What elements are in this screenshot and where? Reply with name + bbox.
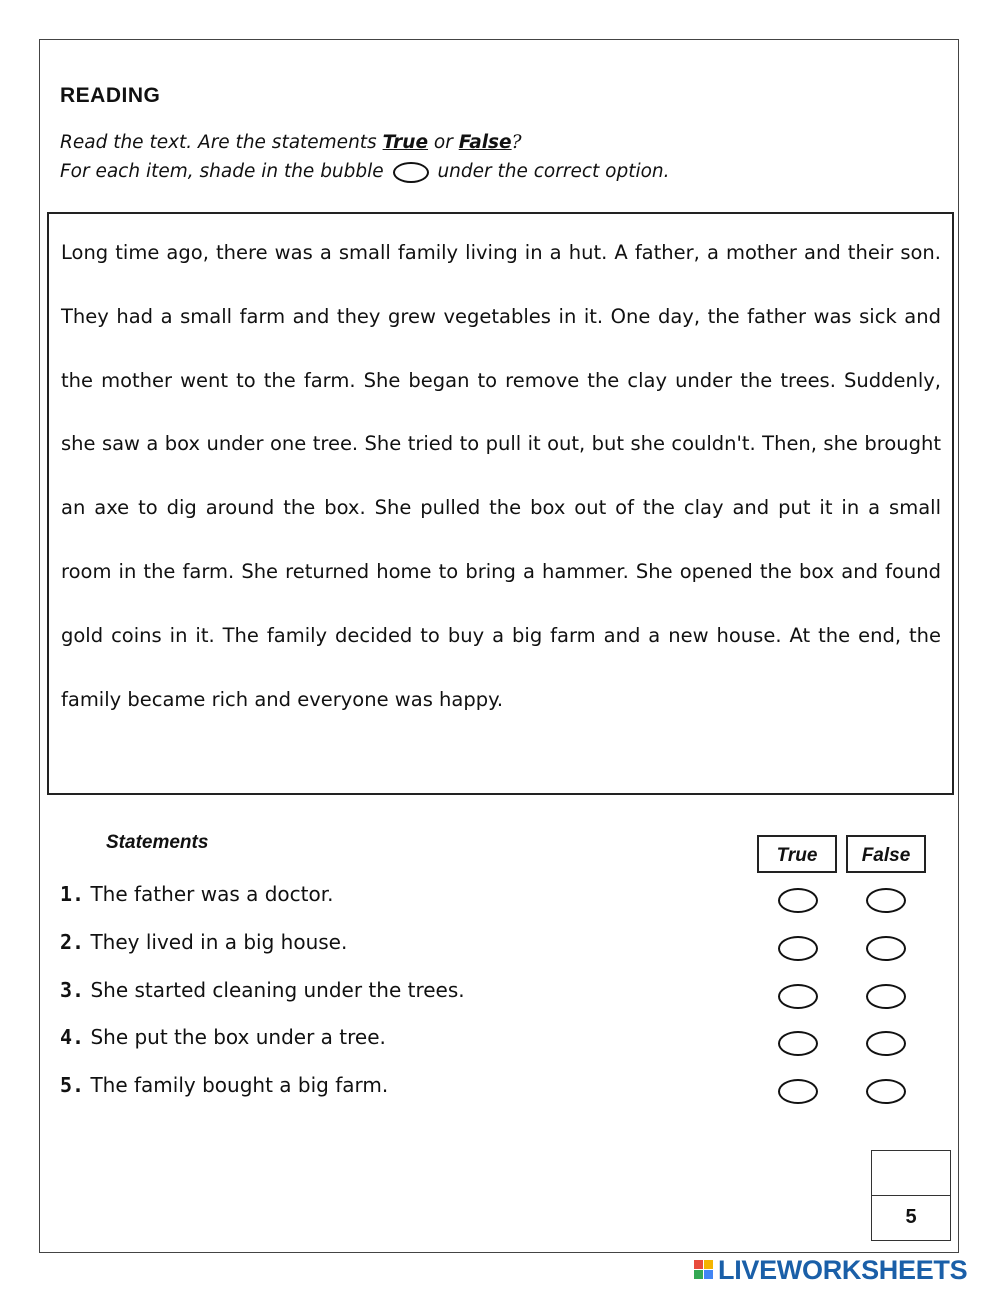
statement-text: The father was a doctor. (90, 882, 334, 906)
statements-heading: Statements (106, 832, 209, 853)
false-bubble-4[interactable] (866, 1031, 906, 1056)
statement-item (60, 1025, 386, 1049)
statement-item (60, 882, 333, 906)
brand-name: LIVEWORKSHEETS (718, 1255, 968, 1285)
instruction-line-1 (60, 132, 522, 153)
true-keyword: True (382, 132, 429, 153)
statement-text: The family bought a big farm. (90, 1073, 389, 1097)
statement-item (60, 930, 347, 954)
statement-number: 1. (60, 882, 85, 906)
true-column-header: True (757, 835, 837, 873)
false-column-header: False (846, 835, 926, 873)
statement-item (60, 1073, 388, 1097)
statement-number: 3. (60, 978, 85, 1002)
false-bubble-5[interactable] (866, 1079, 906, 1104)
false-bubble-3[interactable] (866, 984, 906, 1009)
true-bubble-5[interactable] (778, 1079, 818, 1104)
false-bubble-1[interactable] (866, 888, 906, 913)
score-box (871, 1150, 951, 1241)
instruction-text: under the correct option. (431, 161, 670, 182)
statement-number: 2. (60, 930, 85, 954)
or-text: or (428, 132, 459, 153)
false-keyword: False (458, 132, 512, 153)
statement-number: 5. (60, 1073, 85, 1097)
false-bubble-2[interactable] (866, 936, 906, 961)
reading-passage: Long time ago, there was a small family living in a hut. A father, a mother and their son. They had a small farm and they grew vegetables in it. One day, the father was sick and the mother went to the farm. She began to remove the clay under the trees. Suddenly, she saw a box under one tree. She tried to pull it out, but she couldn't. Then, she brought an axe to dig around the box. She pulled the box out of the clay and put it in a small room in the farm. She returned home to bring a hammer. She opened the box and found gold coins in it. The family decided to buy a big farm and a new house. At the end, the family became rich and everyone was happy. (61, 241, 941, 711)
question-mark: ? (511, 132, 522, 153)
statement-number: 4. (60, 1025, 85, 1049)
statement-text: She put the box under a tree. (90, 1025, 386, 1049)
instruction-line-2 (60, 161, 670, 183)
true-bubble-4[interactable] (778, 1031, 818, 1056)
example-bubble-icon (393, 162, 429, 183)
true-bubble-3[interactable] (778, 984, 818, 1009)
score-divider (872, 1195, 950, 1196)
score-total: 5 (905, 1206, 917, 1228)
true-bubble-1[interactable] (778, 888, 818, 913)
statement-text: She started cleaning under the trees. (90, 978, 465, 1002)
true-bubble-2[interactable] (778, 936, 818, 961)
statement-item (60, 978, 465, 1002)
instruction-text: Read the text. Are the statements (60, 132, 383, 153)
blocks-logo-icon (694, 1260, 714, 1280)
statement-text: They lived in a big house. (90, 930, 348, 954)
section-title: READING (60, 84, 161, 107)
instruction-text: For each item, shade in the bubble (60, 161, 390, 182)
